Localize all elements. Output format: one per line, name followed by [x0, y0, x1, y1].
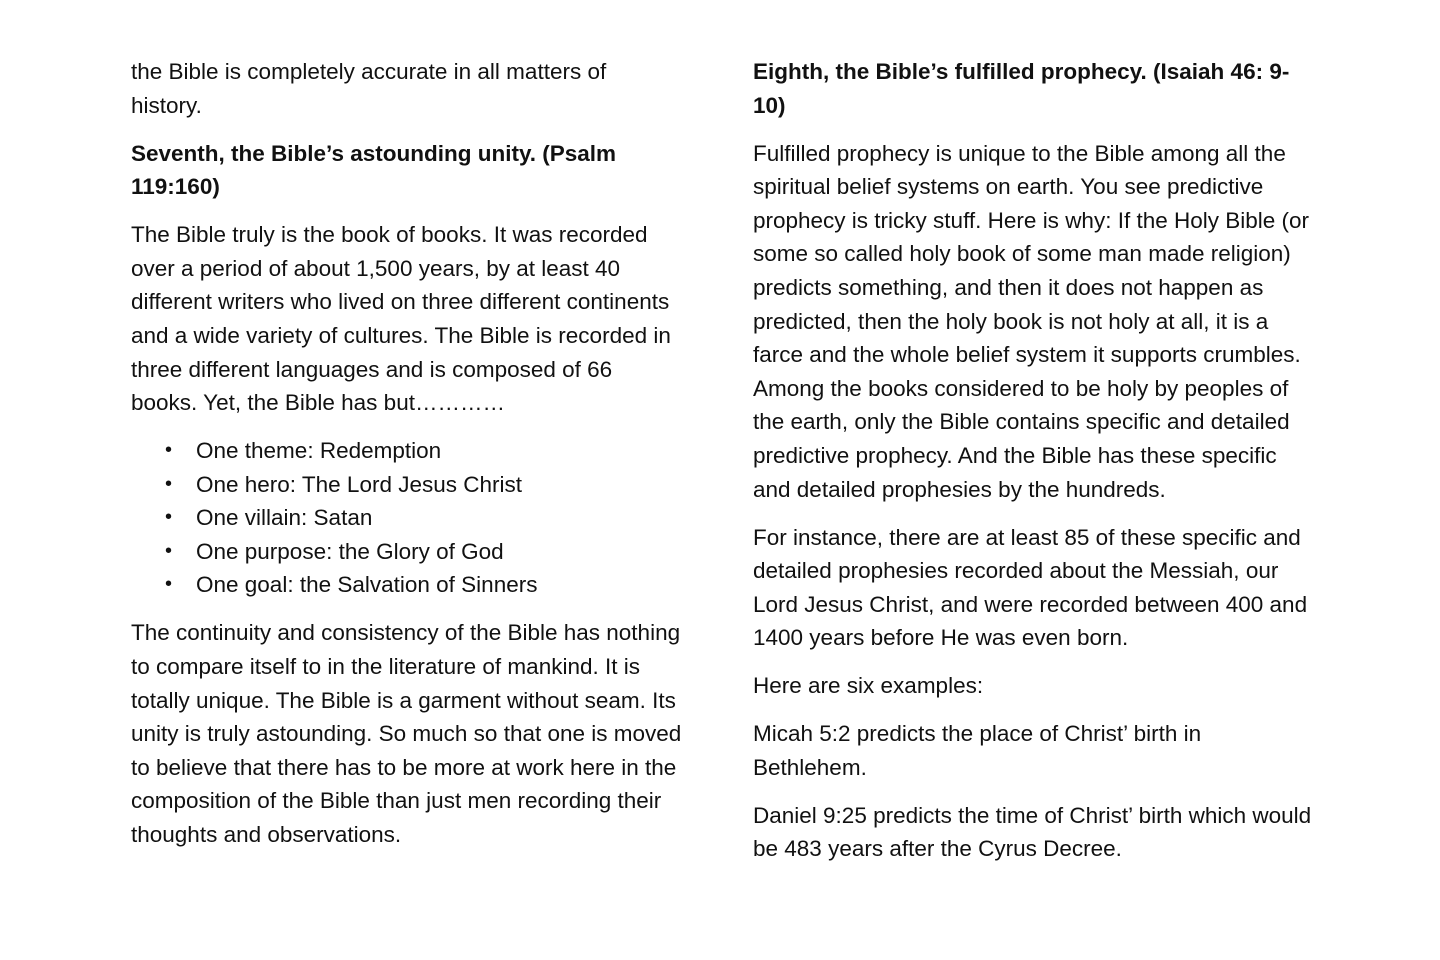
messiah-paragraph: For instance, there are at least 85 of these specific and detailed prophesies recorded about the Messiah, our Lord Jesus Christ, and were recorded between 400 and 1400 years before He was even born. — [753, 524, 1308, 651]
bullet-item: • One hero: The Lord Jesus Christ — [196, 468, 683, 502]
section-heading-seventh: Seventh, the Bible’s astounding unity. (Psalm 119:160) — [131, 140, 617, 200]
section-heading-eighth: Eighth, the Bible’s fulfilled prophecy. (Isaiah 46: 9-10) — [753, 59, 1290, 118]
bullet-item: • One goal: the Salvation of Sinners — [196, 568, 683, 602]
example-micah: Micah 5:2 predicts the place of Christ’ birth in Bethlehem. — [753, 721, 1202, 780]
right-column — [753, 55, 1315, 880]
bullet-item: • One villain: Satan — [196, 501, 683, 535]
example-daniel: Daniel 9:25 predicts the time of Christ’ birth which would be 483 years after the Cyrus Decree. — [753, 802, 1312, 862]
unity-paragraph: The Bible truly is the book of books. It was recorded over a period of about 1,500 years, by at least 40 different writers who lived on three different continents and a wide variety of cultures. The Bible is recorded in three different languages and is composed of 66 books. Yet, the Bible has but………… — [131, 222, 671, 416]
prophecy-paragraph: Fulfilled prophecy is unique to the Bible among all the spiritual belief systems on earth. You see predictive prophecy is tricky stuff. Here is why: If the Holy Bible (or some so called holy book of some man made religion) predicts something, and then it does not happen as predicted, then the holy book is not holy at all, it is a farce and the whole belief system it supports crumbles. Among the books considered to be holy by peoples of the earth, only the Bible contains specific and detailed predictive prophecy. And the Bible has these specific and detailed prophesies by the hundreds. — [753, 140, 1310, 502]
continuity-paragraph: The continuity and consistency of the Bible has nothing to compare itself to in the literature of mankind. It is totally unique. The Bible is a garment without seam. Its unity is truly astounding. So much so that one is moved to believe that there has to be more at work here in the composition of the Bible than just men recording their thoughts and observations. — [131, 620, 682, 848]
unity-bullet-list — [131, 434, 683, 602]
bullet-item: • One theme: Redemption — [196, 434, 683, 468]
bullet-item: • One purpose: the Glory of God — [196, 535, 683, 569]
intro-paragraph: the Bible is completely accurate in all matters of history. — [131, 59, 607, 118]
examples-intro: Here are six examples: — [753, 673, 984, 699]
left-column — [131, 55, 683, 866]
